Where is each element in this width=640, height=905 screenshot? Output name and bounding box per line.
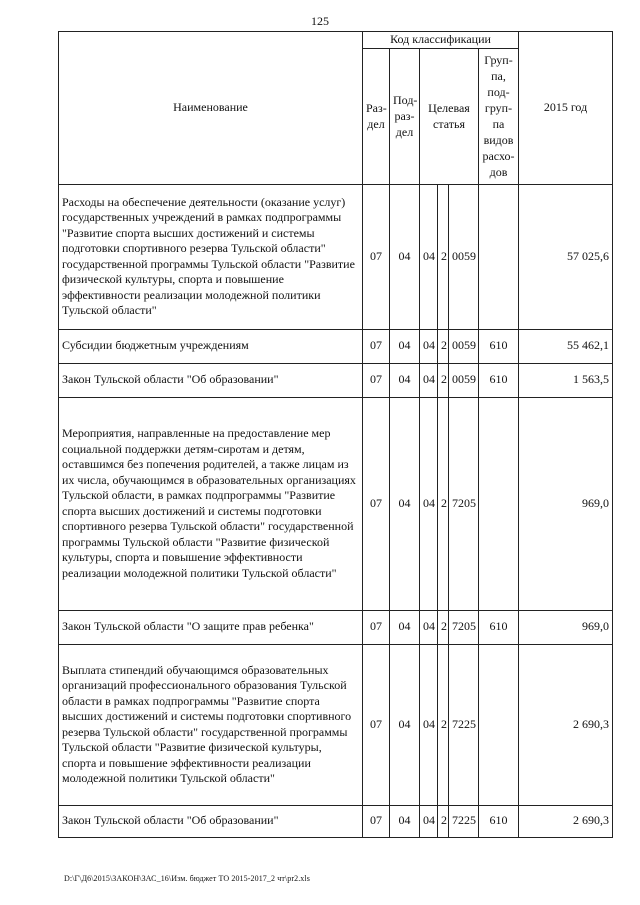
header-classification: Код классификации bbox=[363, 32, 519, 49]
row-amount: 969,0 bbox=[519, 397, 613, 610]
row-target-2: 2 bbox=[438, 363, 449, 397]
budget-table bbox=[58, 31, 613, 838]
header-name: Наименование bbox=[59, 32, 363, 185]
row-target-2: 2 bbox=[438, 610, 449, 644]
header-group-line: Груп- bbox=[484, 53, 513, 67]
row-razdel: 07 bbox=[363, 363, 390, 397]
row-amount: 55 462,1 bbox=[519, 329, 613, 363]
header-group-line: груп- bbox=[484, 101, 513, 115]
table-row bbox=[59, 363, 613, 397]
row-group bbox=[479, 644, 519, 805]
header-podrazdel-line: дел bbox=[395, 125, 414, 139]
table-body bbox=[59, 184, 613, 837]
row-group: 610 bbox=[479, 329, 519, 363]
row-amount: 969,0 bbox=[519, 610, 613, 644]
row-target-1: 04 bbox=[420, 610, 438, 644]
row-name: Закон Тульской области "Об образовании" bbox=[59, 805, 363, 837]
header-target-line: статья bbox=[433, 117, 465, 131]
row-podrazdel: 04 bbox=[390, 329, 420, 363]
header-group-line: под- bbox=[487, 85, 510, 99]
header-year: 2015 год bbox=[519, 32, 613, 185]
table-row bbox=[59, 329, 613, 363]
header-podrazdel-line: раз- bbox=[394, 109, 415, 123]
page-number: 125 bbox=[311, 14, 329, 28]
row-razdel: 07 bbox=[363, 610, 390, 644]
row-target-2: 2 bbox=[438, 397, 449, 610]
table-row bbox=[59, 397, 613, 610]
row-razdel: 07 bbox=[363, 329, 390, 363]
row-razdel: 07 bbox=[363, 805, 390, 837]
row-razdel: 07 bbox=[363, 184, 390, 329]
table-row bbox=[59, 184, 613, 329]
table-row bbox=[59, 644, 613, 805]
row-target-2: 2 bbox=[438, 329, 449, 363]
row-group: 610 bbox=[479, 363, 519, 397]
header-target bbox=[420, 48, 479, 184]
row-target-3: 0059 bbox=[449, 184, 479, 329]
header-podrazdel bbox=[390, 48, 420, 184]
header-group-line: па, bbox=[491, 69, 506, 83]
row-group bbox=[479, 397, 519, 610]
row-name: Выплата стипендий обучающимся образовательных организаций профессионального образования Тульской области в рамках подпрограммы "Развитие спорта высших достижений и системы подготовки спортивного резерва Тульской области" государственной программы Тульской области "Развитие физической культуры, спорта и повышение эффективности реализации молодежной политики Тульской области" bbox=[59, 644, 363, 805]
header-razdel-line: дел bbox=[367, 117, 385, 131]
row-amount: 1 563,5 bbox=[519, 363, 613, 397]
file-path-footer: D:\Г\Д6\2015\ЗАКОН\ЗАС_16\Изм. бюджет ТО 2015-2017_2 чт\pr2.xls bbox=[64, 874, 310, 883]
header-group-line: видов bbox=[483, 133, 514, 147]
header-group-line: па bbox=[492, 117, 505, 131]
header-podrazdel-line: Под- bbox=[393, 93, 418, 107]
row-target-3: 0059 bbox=[449, 363, 479, 397]
row-razdel: 07 bbox=[363, 644, 390, 805]
row-target-1: 04 bbox=[420, 363, 438, 397]
row-amount: 2 690,3 bbox=[519, 805, 613, 837]
row-name: Мероприятия, направленные на предоставление мер социальной поддержки детям-сиротам и детям, оставшимся без попечения родителей, а также лицам из их числа, обучающимся в образовательных организациях Тульской области, в рамках подпрограммы "Развитие спорта высших достижений и системы подготовки спортивного резерва Тульской области" государственной программы Тульской области "Развитие физической культуры, спорта и повышение эффективности реализации молодежной политики Тульской области" bbox=[59, 397, 363, 610]
row-podrazdel: 04 bbox=[390, 184, 420, 329]
header-group bbox=[479, 48, 519, 184]
row-target-1: 04 bbox=[420, 397, 438, 610]
row-name: Расходы на обеспечение деятельности (оказание услуг) государственных учреждений в рамках подпрограммы "Развитие спорта высших достижений и системы подготовки спортивного резерва Тульской области" государственной программы Тульской области "Развитие физической культуры, спорта и повышение эффективности реализации молодежной политики Тульской области" bbox=[59, 184, 363, 329]
row-target-2: 2 bbox=[438, 644, 449, 805]
row-target-3: 7225 bbox=[449, 644, 479, 805]
header-target-line: Целевая bbox=[428, 101, 470, 115]
header-razdel-line: Раз- bbox=[366, 101, 387, 115]
row-target-3: 7225 bbox=[449, 805, 479, 837]
row-podrazdel: 04 bbox=[390, 805, 420, 837]
row-target-1: 04 bbox=[420, 644, 438, 805]
table-header bbox=[59, 32, 613, 185]
row-target-1: 04 bbox=[420, 184, 438, 329]
row-group bbox=[479, 184, 519, 329]
header-group-line: дов bbox=[489, 165, 508, 179]
row-target-3: 7205 bbox=[449, 397, 479, 610]
row-amount: 2 690,3 bbox=[519, 644, 613, 805]
row-amount: 57 025,6 bbox=[519, 184, 613, 329]
table-row bbox=[59, 610, 613, 644]
row-target-3: 0059 bbox=[449, 329, 479, 363]
row-group: 610 bbox=[479, 610, 519, 644]
row-name: Закон Тульской области "О защите прав ребенка" bbox=[59, 610, 363, 644]
row-razdel: 07 bbox=[363, 397, 390, 610]
header-razdel bbox=[363, 48, 390, 184]
header-group-line: расхо- bbox=[482, 149, 515, 163]
row-name: Субсидии бюджетным учреждениям bbox=[59, 329, 363, 363]
row-podrazdel: 04 bbox=[390, 363, 420, 397]
table-row bbox=[59, 805, 613, 837]
row-target-2: 2 bbox=[438, 184, 449, 329]
row-podrazdel: 04 bbox=[390, 397, 420, 610]
row-target-1: 04 bbox=[420, 329, 438, 363]
row-target-2: 2 bbox=[438, 805, 449, 837]
row-group: 610 bbox=[479, 805, 519, 837]
row-podrazdel: 04 bbox=[390, 610, 420, 644]
row-name: Закон Тульской области "Об образовании" bbox=[59, 363, 363, 397]
row-target-3: 7205 bbox=[449, 610, 479, 644]
row-podrazdel: 04 bbox=[390, 644, 420, 805]
row-target-1: 04 bbox=[420, 805, 438, 837]
